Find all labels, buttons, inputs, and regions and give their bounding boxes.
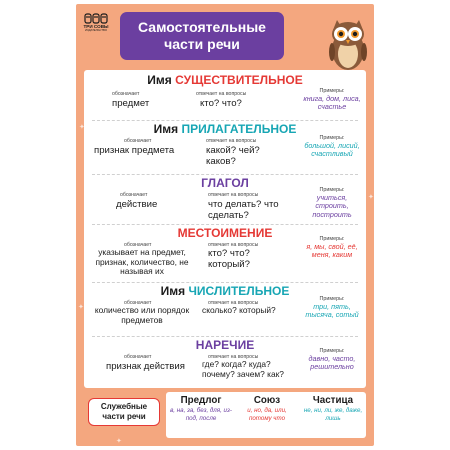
service-parts-card	[166, 392, 366, 438]
questions-text: сколько? который?	[202, 305, 276, 315]
service-parts-section	[84, 392, 366, 438]
row-title: Имя ЧИСЛИТЕЛЬНОЕ	[160, 284, 290, 298]
denotes-label: обозначает	[112, 91, 140, 97]
row-noun	[84, 70, 366, 120]
star-icon: ✦	[116, 438, 122, 445]
meaning-text: указывает на предмет, признак, количество, не называя их	[95, 247, 189, 277]
denotes-label: обозначает	[124, 138, 152, 144]
owl-mascot-icon	[328, 16, 368, 72]
brand-sub: ИЗДАТЕЛЬСТВО	[84, 28, 107, 32]
star-icon: ✦	[79, 124, 85, 131]
row-title: НАРЕЧИЕ	[195, 338, 255, 352]
examples-block: Примеры: большой, лисий, счастливый	[304, 135, 360, 159]
row-title: ГЛАГОЛ	[201, 176, 249, 190]
row-pronoun	[84, 224, 366, 282]
meaning-text: признак действия	[106, 361, 185, 372]
answers-label: отвечает на вопросы	[206, 138, 257, 144]
meaning-text: предмет	[112, 98, 150, 109]
brand-name: ТРИ СОВЫ	[83, 24, 109, 29]
denotes-label: обозначает	[124, 242, 152, 248]
poster-title	[120, 12, 284, 60]
service-item-conjunction: Союз и, но, да, или, потому что	[247, 395, 287, 422]
service-parts-label: Служебные части речи	[88, 398, 160, 426]
owls-logo-icon	[84, 12, 108, 24]
examples-block: Примеры: давно, часто, решительно	[308, 348, 356, 372]
questions-text: какой? чей? каков?	[206, 145, 260, 167]
row-numeral	[84, 282, 366, 336]
title-line-2: части речи	[164, 36, 240, 52]
examples-block: Примеры: я, мы, свой, её, меня, каким	[306, 236, 358, 260]
star-icon: ✦	[78, 304, 84, 311]
examples-block: Примеры: учиться, строить, построить	[312, 187, 352, 219]
row-verb	[84, 174, 366, 224]
service-item-particle: Частица не, ни, ли, же, даже, лишь	[303, 395, 363, 422]
star-icon: ✦	[368, 194, 374, 201]
row-adjective	[84, 120, 366, 174]
parts-of-speech-card	[84, 70, 366, 388]
denotes-label: обозначает	[124, 300, 152, 306]
questions-text: кто? что?	[200, 98, 242, 109]
publisher-logo	[82, 12, 110, 32]
answers-label: отвечает на вопросы	[208, 192, 259, 198]
denotes-label: обозначает	[124, 354, 152, 360]
answers-label: отвечает на вопросы	[208, 300, 259, 306]
row-adverb	[84, 336, 366, 388]
row-title: Имя СУЩЕСТВИТЕЛЬНОЕ	[147, 73, 303, 87]
title-line-1: Самостоятельные	[138, 19, 266, 35]
answers-label: отвечает на вопросы	[208, 242, 259, 248]
meaning-text: действие	[116, 199, 158, 210]
answers-label: отвечает на вопросы	[208, 354, 259, 360]
questions-text: кто? что? который?	[208, 248, 250, 270]
questions-text: что делать? что сделать?	[208, 199, 279, 221]
meaning-text: признак предмета	[94, 145, 175, 156]
examples-block: Примеры: книга, дом, лиса, счастье	[303, 88, 361, 112]
service-item-preposition: Предлог в, на, за, без, для, из-под, после	[170, 395, 232, 422]
poster	[76, 4, 374, 446]
meaning-text: количество или порядок предметов	[94, 305, 190, 325]
row-title: МЕСТОИМЕНИЕ	[177, 226, 273, 240]
denotes-label: обозначает	[120, 192, 148, 198]
answers-label: отвечает на вопросы	[196, 91, 247, 97]
questions-text: где? когда? куда? почему? зачем? как?	[202, 359, 284, 379]
row-title: Имя ПРИЛАГАТЕЛЬНОЕ	[153, 122, 297, 136]
examples-block: Примеры: три, пять, тысяча, сотый	[305, 296, 359, 320]
